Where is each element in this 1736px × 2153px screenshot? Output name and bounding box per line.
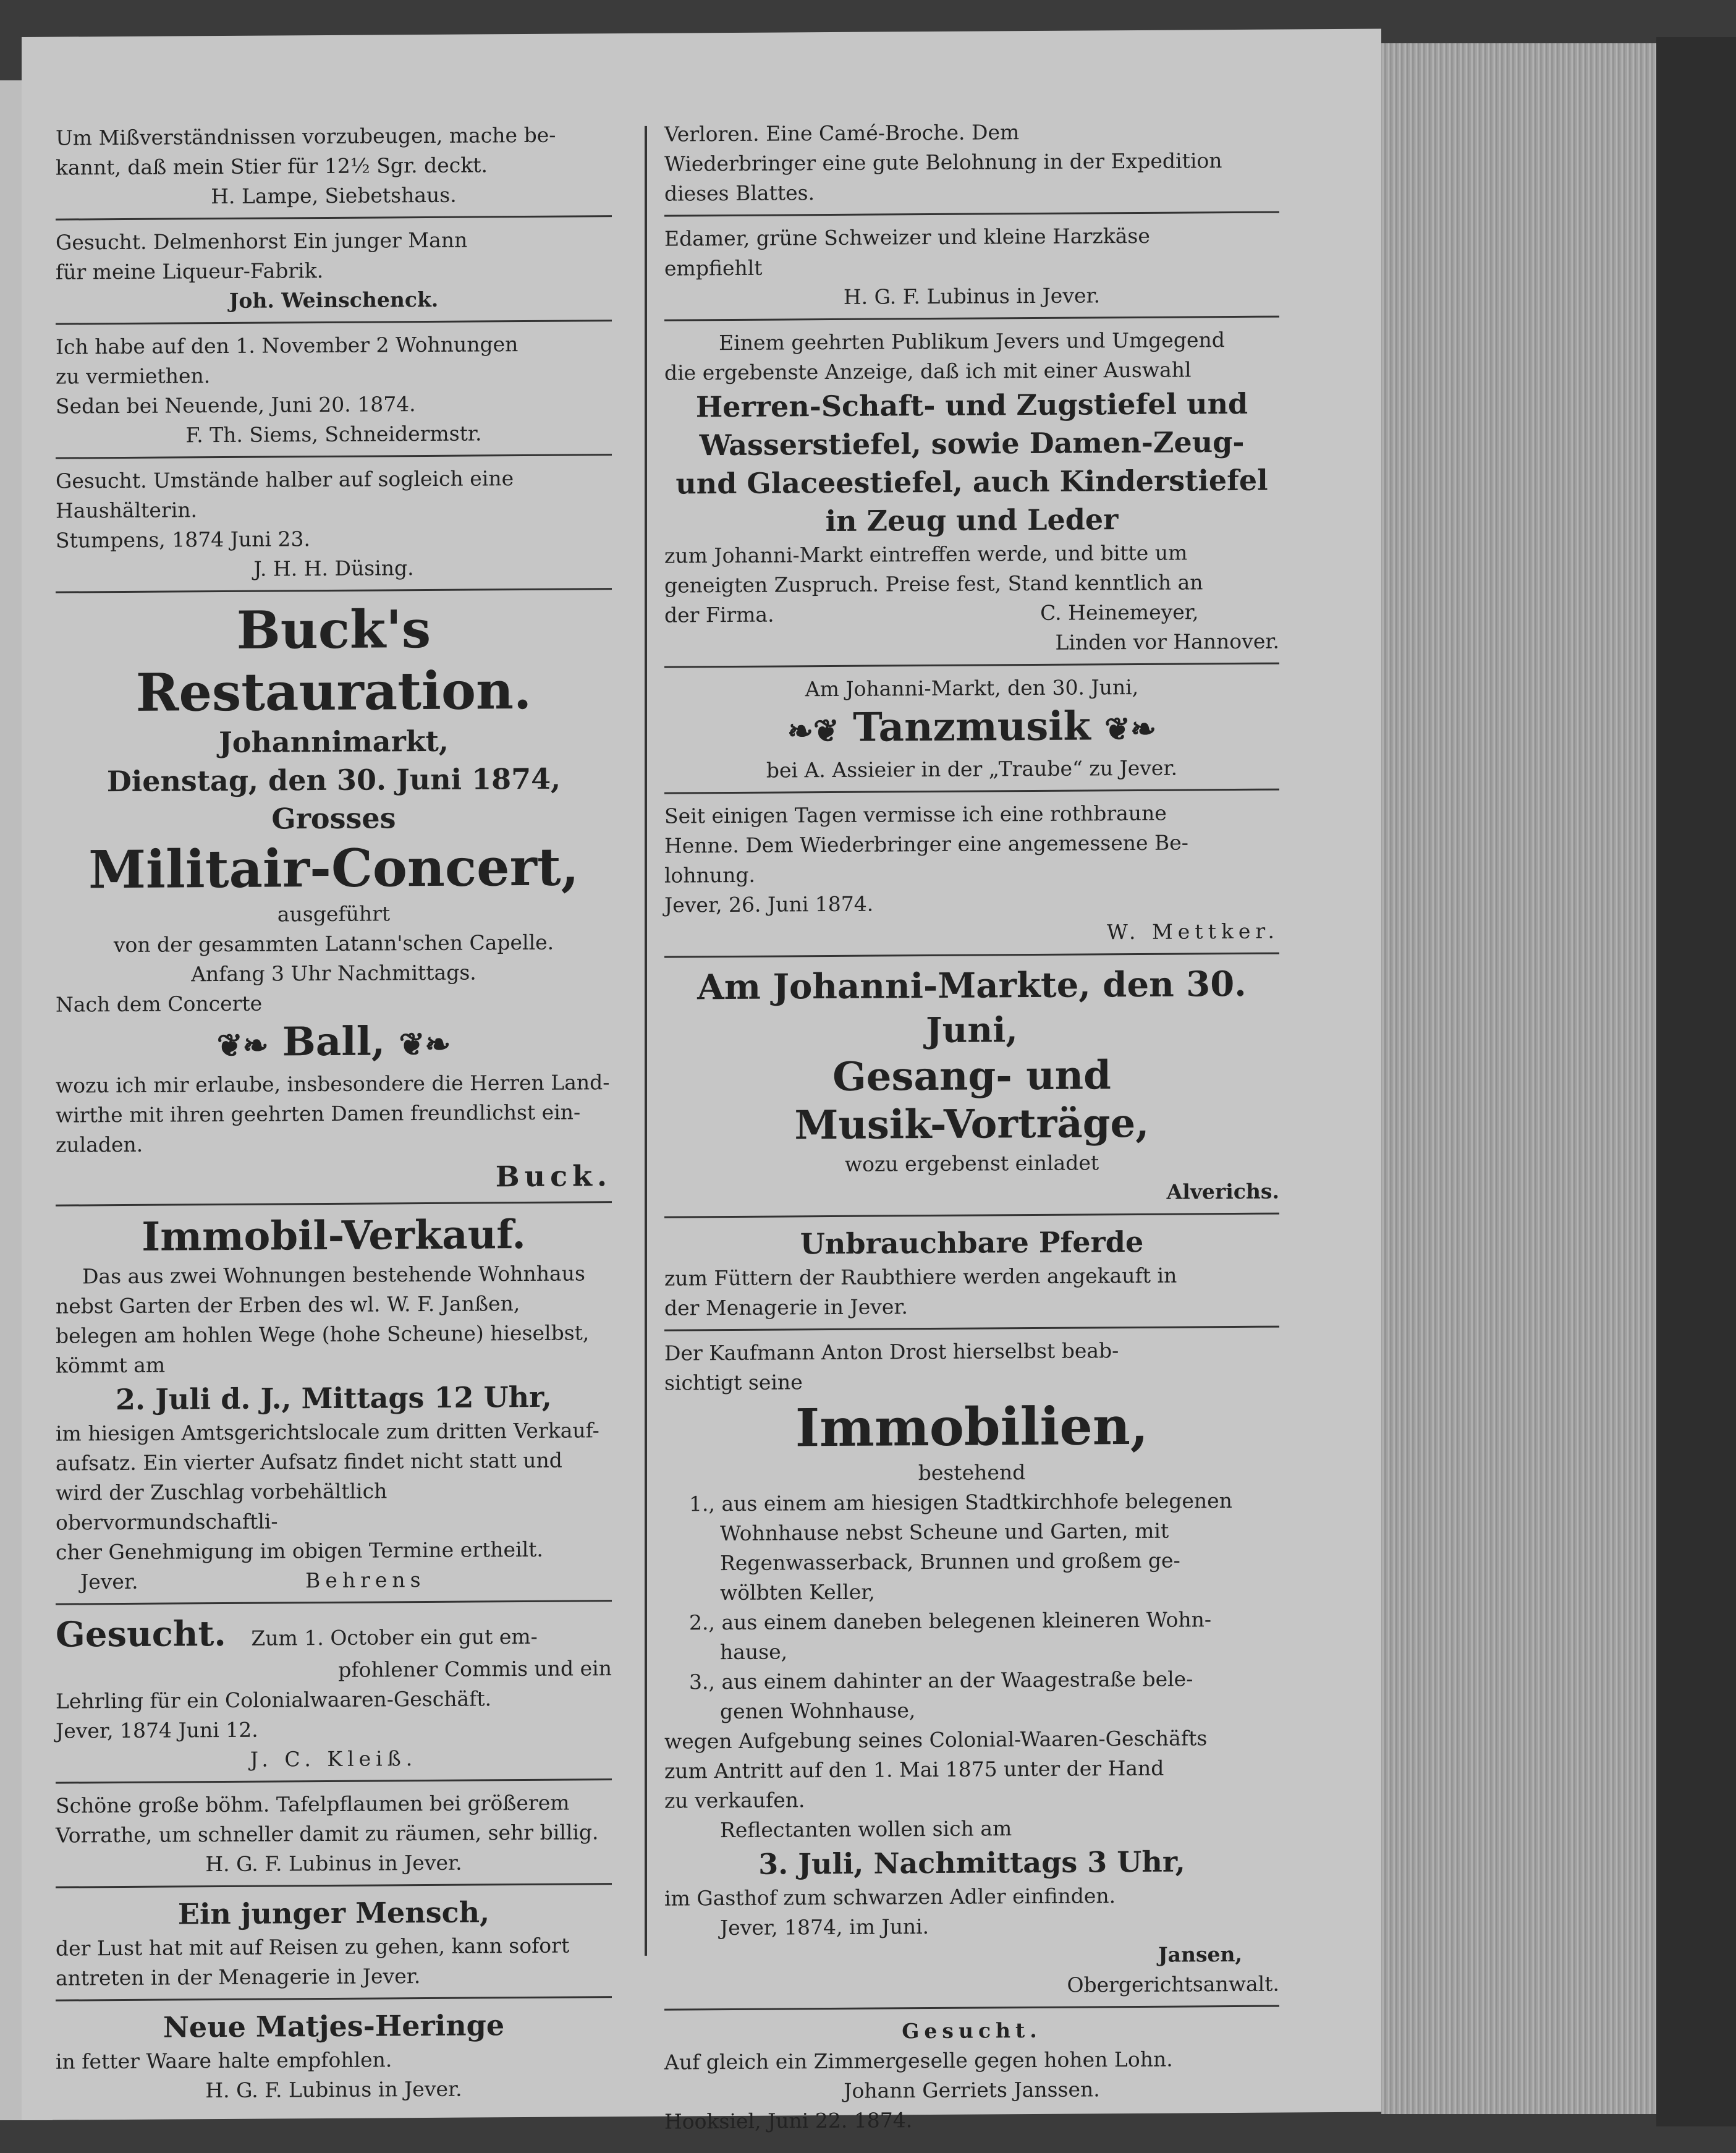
ad-text: Grosses bbox=[271, 801, 396, 836]
ad-title: Gesucht. bbox=[902, 2018, 1042, 2043]
ad-footer bbox=[664, 597, 1279, 631]
ad-text: zuladen. bbox=[56, 1132, 143, 1157]
rule bbox=[56, 454, 612, 459]
ad-text-inline: Zum 1. October ein gut em- bbox=[251, 1624, 538, 1650]
ad-text: wozu ergebenst einladet bbox=[844, 1150, 1099, 1176]
ad-text: Der Kaufmann Anton Drost hierselbst beab- bbox=[664, 1338, 1119, 1365]
ad-signature: Behrens bbox=[305, 1567, 426, 1592]
ad-signature: Buck. bbox=[495, 1158, 612, 1193]
ad-text: Haushälterin. bbox=[56, 498, 197, 523]
ad-tafelpflaumen bbox=[56, 1788, 612, 1880]
ad-text: antreten in der Menagerie in Jever. bbox=[56, 1963, 421, 1990]
ad-date: 2. Juli d. J., Mittags 12 Uhr, bbox=[116, 1380, 552, 1416]
rule bbox=[56, 1883, 612, 1888]
ad-title: Immobilien, bbox=[795, 1395, 1149, 1458]
ad-text: Nach dem Concerte bbox=[56, 991, 263, 1017]
ad-text: zu verkaufen. bbox=[664, 1787, 805, 1813]
ad-immobilien bbox=[664, 1335, 1279, 2002]
ad-text: Gesucht. Umstände halber auf sogleich eine bbox=[56, 466, 514, 493]
ad-signature: J. H. H. Düsing. bbox=[253, 556, 414, 581]
ad-footer bbox=[56, 1564, 612, 1597]
ad-text: für meine Liqueur-Fabrik. bbox=[56, 258, 324, 284]
ad-text: kannt, daß mein Stier für 12½ Sgr. deckt. bbox=[56, 153, 488, 180]
rule bbox=[664, 663, 1279, 668]
ad-text: im Gasthof zum schwarzen Adler einfinden. bbox=[664, 1883, 1116, 1911]
list-item: 3., aus einem dahinter an der Waagestraße bele- bbox=[689, 1666, 1193, 1694]
ad-headline: und Glaceestiefel, auch Kinderstiefel bbox=[675, 463, 1268, 501]
column-divider bbox=[645, 126, 647, 1956]
ad-stiefel bbox=[664, 325, 1279, 660]
list-item: Regenwasserback, Brunnen und großem ge- bbox=[720, 1548, 1180, 1575]
ad-text: in fetter Waare halte empfohlen. bbox=[56, 2047, 392, 2074]
rule bbox=[664, 316, 1279, 321]
rule bbox=[664, 211, 1279, 217]
ad-junger-mensch bbox=[56, 1892, 612, 1993]
ad-gesucht-commis bbox=[56, 1609, 612, 1775]
ad-text: wozu ich mir erlaube, insbesondere die Herren Land- bbox=[56, 1069, 610, 1098]
left-column bbox=[56, 120, 612, 2106]
ad-stier bbox=[56, 120, 612, 212]
ad-text: Jever, 1874, im Juni. bbox=[720, 1914, 929, 1940]
ad-liqueur bbox=[56, 224, 612, 316]
list-item: hause, bbox=[720, 1639, 788, 1664]
rule bbox=[56, 1201, 612, 1206]
ad-signature: F. Th. Siems, Schneidermstr. bbox=[185, 421, 482, 448]
ad-text: kömmt am bbox=[56, 1353, 166, 1378]
ad-text: Reflectanten wollen sich am bbox=[720, 1815, 1012, 1842]
ad-signature: H. Lampe, Siebetshaus. bbox=[211, 182, 457, 209]
ad-headline: Militair-Concert, bbox=[88, 836, 579, 901]
newspaper-page bbox=[22, 29, 1381, 2134]
list-item: 1., aus einem am hiesigen Stadtkirchhofe belegenen bbox=[689, 1488, 1232, 1516]
ad-text: Ich habe auf den 1. November 2 Wohnungen bbox=[56, 332, 519, 359]
ad-signature: J. C. Kleiß. bbox=[250, 1746, 418, 1772]
ad-text: Vorrathe, um schneller damit zu räumen, sehr billig. bbox=[56, 1819, 599, 1848]
ad-text: Wiederbringer eine gute Belohnung in der Expedition bbox=[664, 148, 1222, 176]
rule bbox=[56, 1600, 612, 1605]
ad-text: pfohlener Commis und ein bbox=[338, 1655, 612, 1682]
ad-text: Edamer, grüne Schweizer und kleine Harzkäse bbox=[664, 223, 1150, 251]
ad-signature: H. G. F. Lubinus in Jever. bbox=[205, 1850, 462, 1876]
ad-text: Johannimarkt, bbox=[219, 724, 449, 760]
ad-kaese bbox=[664, 221, 1279, 313]
ball-heading bbox=[56, 1016, 612, 1071]
ad-text: bei A. Assieier in der „Traube“ zu Jever. bbox=[766, 755, 1178, 783]
rule bbox=[664, 788, 1279, 794]
ad-title: Tanzmusik bbox=[853, 703, 1091, 751]
rule bbox=[664, 1325, 1279, 1331]
ad-text: ausgeführt bbox=[277, 901, 391, 927]
ad-text: aufsatz. Ein vierter Aufsatz findet nicht statt und bbox=[56, 1448, 562, 1476]
ad-matjes bbox=[56, 2005, 612, 2106]
ad-text: cher Genehmigung im obigen Termine ertheilt. bbox=[56, 1537, 543, 1565]
ad-text: Jever, 1874 Juni 12. bbox=[56, 1717, 258, 1743]
ad-text: Am Johanni-Markt, den 30. Juni, bbox=[805, 674, 1139, 702]
ad-text: Am Johanni-Markte, den 30. Juni, bbox=[697, 963, 1247, 1051]
rule bbox=[664, 2005, 1279, 2010]
list-item: 2., aus einem daneben belegenen kleineren Wohn- bbox=[689, 1607, 1212, 1634]
ad-text: Hooksiel, Juni 22. 1874. bbox=[664, 2107, 913, 2134]
ad-text: die ergebenste Anzeige, daß ich mit einer Auswahl bbox=[664, 357, 1192, 385]
ad-place: Jever. bbox=[80, 1569, 138, 1594]
rule bbox=[56, 215, 612, 220]
ad-text: zum Johanni-Markt eintreffen werde, und bitte um bbox=[664, 540, 1188, 568]
ad-headline: Gesang- und bbox=[832, 1051, 1111, 1100]
ad-signature: Alverichs. bbox=[1166, 1179, 1279, 1204]
ad-title: Neue Matjes-Heringe bbox=[163, 2008, 505, 2044]
ad-title: Gesucht. bbox=[56, 1613, 226, 1655]
ad-text: Jever, 26. Juni 1874. bbox=[664, 891, 874, 917]
ad-text: Lehrling für ein Colonialwaaren-Geschäft. bbox=[56, 1686, 492, 1713]
ad-date: 3. Juli, Nachmittags 3 Uhr, bbox=[758, 1844, 1185, 1881]
ad-haushaelterin bbox=[56, 463, 612, 585]
ad-text: Anfang 3 Uhr Nachmittags. bbox=[191, 960, 476, 987]
tanzmusik-heading bbox=[664, 702, 1279, 757]
ad-text: zu vermiethen. bbox=[56, 363, 211, 389]
ad-text: Auf gleich ein Zimmergeselle gegen hohen Lohn. bbox=[664, 2047, 1173, 2074]
ad-zimmergeselle bbox=[664, 2014, 1279, 2136]
ad-title: Immobil-Verkauf. bbox=[142, 1211, 526, 1260]
book-page-edges bbox=[1381, 43, 1672, 2114]
ad-signature: C. Heinemeyer, bbox=[1040, 600, 1199, 625]
ad-text: belegen am hohlen Wege (hohe Scheune) hieselbst, bbox=[56, 1320, 590, 1348]
rule bbox=[664, 952, 1279, 958]
ad-text: Henne. Dem Wiederbringer eine angemessene Be- bbox=[664, 830, 1188, 858]
rule bbox=[56, 588, 612, 593]
ad-headline: in Zeug und Leder bbox=[825, 503, 1119, 538]
ad-text: Sedan bei Neuende, Juni 20. 1874. bbox=[56, 392, 416, 418]
ad-text: nebst Garten der Erben des wl. W. F. Janßen, bbox=[56, 1291, 520, 1319]
ad-immobil-verkauf bbox=[56, 1210, 612, 1597]
ball-text: Ball, bbox=[282, 1018, 386, 1066]
ad-signature: H. G. F. Lubinus in Jever. bbox=[205, 2076, 462, 2102]
ornament-right-icon: ❦❧ bbox=[399, 1026, 451, 1063]
ad-text: der Lust hat mit auf Reisen zu gehen, kann sofort bbox=[56, 1933, 570, 1961]
ad-headline: Musik-Vorträge, bbox=[794, 1100, 1150, 1149]
ad-headline: Herren-Schaft- und Zugstiefel und bbox=[695, 386, 1248, 424]
ad-text: Das aus zwei Wohnungen bestehende Wohnhaus bbox=[82, 1260, 585, 1288]
ad-text: wird der Zuschlag vorbehältlich obervormundschaftli- bbox=[56, 1478, 387, 1535]
ad-henne bbox=[664, 797, 1279, 949]
ad-wohnungen bbox=[56, 329, 612, 451]
ad-text: Einem geehrten Publikum Jevers und Umgegend bbox=[719, 328, 1225, 355]
ornament-right-icon: ❦❧ bbox=[1104, 710, 1156, 747]
ad-title: Unbrauchbare Pferde bbox=[800, 1225, 1144, 1260]
rule bbox=[56, 320, 612, 325]
ad-signature-location: Linden vor Hannover. bbox=[1055, 629, 1279, 655]
ad-text: wegen Aufgebung seines Colonial-Waaren-Geschäfts bbox=[664, 1725, 1208, 1754]
ad-text: Stumpens, 1874 Juni 23. bbox=[56, 527, 310, 553]
ad-text bbox=[56, 1609, 612, 1657]
ad-text: der Menagerie in Jever. bbox=[664, 1294, 908, 1320]
ornament-left-icon: ❧❦ bbox=[787, 712, 839, 749]
ad-headline: Wasserstiefel, sowie Damen-Zeug- bbox=[699, 425, 1245, 462]
ad-text: Seit einigen Tagen vermisse ich eine rothbraune bbox=[664, 800, 1167, 828]
rule bbox=[56, 1778, 612, 1783]
right-column bbox=[664, 116, 1279, 2137]
ad-text-inline: der Firma. bbox=[664, 602, 774, 627]
ornament-left-icon: ❦❧ bbox=[216, 1027, 269, 1064]
ad-text: Verloren. Eine Camé-Broche. Dem bbox=[664, 120, 1020, 147]
ad-tanzmusik bbox=[664, 672, 1279, 786]
ad-text: Gesucht. Delmenhorst Ein junger Mann bbox=[56, 227, 468, 255]
ad-text: bestehend bbox=[918, 1459, 1026, 1485]
book-cover-edge bbox=[1656, 37, 1736, 2126]
ad-verloren bbox=[664, 116, 1279, 209]
list-item: genen Wohnhause, bbox=[720, 1697, 916, 1723]
ad-text: im hiesigen Amtsgerichtslocale zum dritten Verkauf- bbox=[56, 1417, 599, 1446]
ad-text: sichtigt seine bbox=[664, 1369, 803, 1395]
ad-signature: Johann Gerriets Janssen. bbox=[844, 2076, 1100, 2103]
ad-text: Um Mißverständnissen vorzubeugen, mache be- bbox=[56, 122, 556, 150]
ad-signature: W. Mettker. bbox=[1106, 919, 1279, 944]
rule bbox=[664, 1212, 1279, 1218]
ad-gesang bbox=[664, 961, 1279, 1210]
ad-text: wirthe mit ihren geehrten Damen freundlichst ein- bbox=[56, 1099, 581, 1127]
ad-pferde bbox=[664, 1221, 1279, 1323]
ad-signature: H. G. F. Lubinus in Jever. bbox=[843, 283, 1101, 309]
ad-signature: Jansen, bbox=[1158, 1942, 1242, 1967]
ad-title: Buck's Restauration. bbox=[135, 598, 532, 723]
ad-text: dieses Blattes. bbox=[664, 180, 815, 206]
ad-title: Ein junger Mensch, bbox=[177, 1895, 490, 1930]
ad-signature: Joh. Weinschenck. bbox=[229, 287, 439, 313]
rule bbox=[56, 1996, 612, 2001]
ad-restauration bbox=[56, 597, 612, 1198]
ad-text: geneigten Zuspruch. Preise fest, Stand kenntlich an bbox=[664, 570, 1203, 598]
ad-text: zum Füttern der Raubthiere werden angekauft in bbox=[664, 1263, 1177, 1291]
list-item: wölbten Keller, bbox=[720, 1579, 875, 1605]
ad-text: zum Antritt auf den 1. Mai 1875 unter der Hand bbox=[664, 1756, 1164, 1783]
ad-text: Schöne große böhm. Tafelpflaumen bei größerem bbox=[56, 1790, 570, 1818]
ad-text: lohnung. bbox=[664, 862, 756, 888]
ad-text: empfiehlt bbox=[664, 255, 763, 281]
ad-signature-title: Obergerichtsanwalt. bbox=[1067, 1971, 1279, 1997]
ad-text: von der gesammten Latann'schen Capelle. bbox=[113, 930, 554, 958]
ad-text: Dienstag, den 30. Juni 1874, bbox=[106, 762, 561, 799]
list-item: Wohnhause nebst Scheune und Garten, mit bbox=[720, 1518, 1169, 1545]
